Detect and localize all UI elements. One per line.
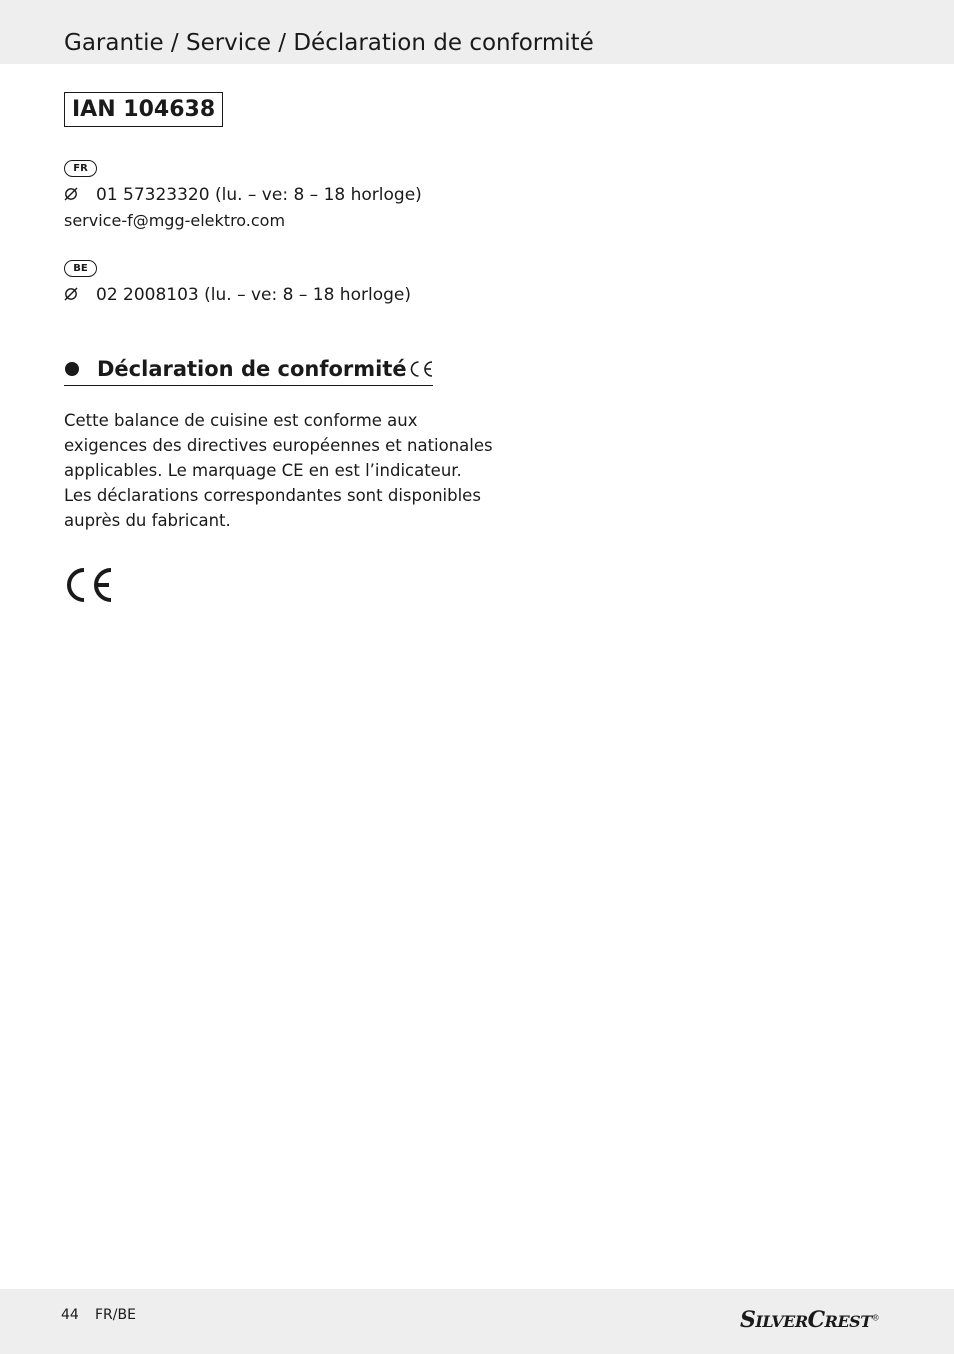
page-language: FR/BE <box>95 1307 136 1323</box>
phone-line-fr <box>64 183 422 207</box>
page-title: Garantie / Service / Déclaration de conformité <box>64 30 594 56</box>
country-badge-be: BE <box>64 260 97 277</box>
paragraph-line: Les déclarations correspondantes sont disponibles <box>64 486 481 505</box>
section-heading-text: Déclaration de conformité <box>97 357 407 381</box>
conformity-paragraph <box>64 408 493 533</box>
page-number: 44 <box>61 1307 79 1323</box>
phone-icon <box>64 284 78 298</box>
paragraph-line: exigences des directives européennes et nationales <box>64 436 493 455</box>
ce-mark-icon <box>408 360 434 378</box>
bullet-dot-icon <box>65 362 79 376</box>
paragraph-line: auprès du fabricant. <box>64 511 231 530</box>
brand-logo: SILVERCREST® <box>740 1307 880 1333</box>
section-heading-conformity <box>64 355 433 386</box>
paragraph-line: applicables. Le marquage CE en est l’indicateur. <box>64 461 462 480</box>
phone-icon <box>64 184 78 198</box>
service-email-fr[interactable]: service-f@mgg-elektro.com <box>64 211 286 230</box>
paragraph-line: Cette balance de cuisine est conforme aux <box>64 411 418 430</box>
country-badge-fr: FR <box>64 160 97 177</box>
ian-number: IAN 104638 <box>64 92 223 127</box>
phone-line-be <box>64 283 411 307</box>
ce-mark-icon <box>64 567 114 603</box>
phone-number-be: 02 2008103 (lu. – ve: 8 – 18 horloge) <box>96 285 411 305</box>
phone-number-fr: 01 57323320 (lu. – ve: 8 – 18 horloge) <box>96 185 422 205</box>
